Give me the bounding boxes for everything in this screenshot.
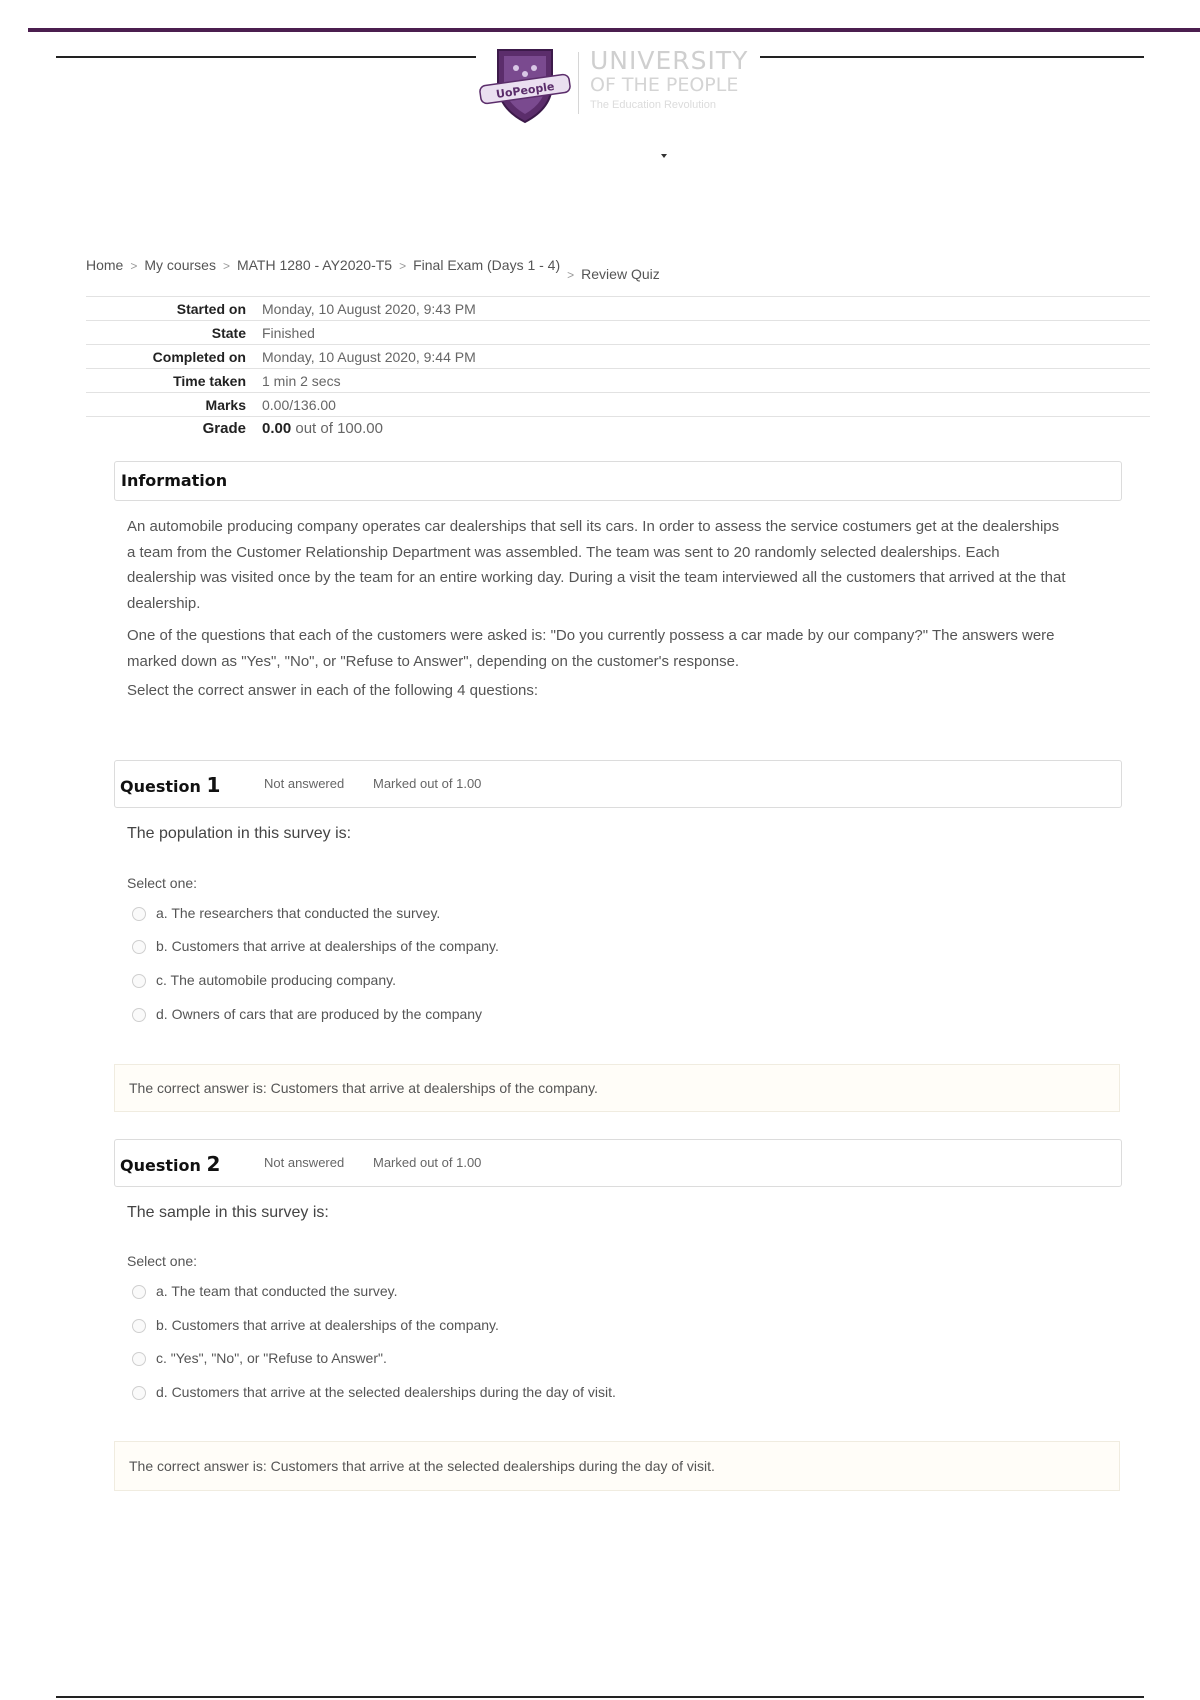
radio-button[interactable]: [132, 1008, 146, 1022]
caret-down-icon[interactable]: [661, 154, 667, 158]
radio-button[interactable]: [132, 1386, 146, 1400]
header-rule-right: [760, 56, 1144, 58]
option-label: c. "Yes", "No", or "Refuse to Answer".: [156, 1350, 387, 1366]
breadcrumb-quiz[interactable]: Final Exam (Days 1 - 4): [413, 257, 561, 273]
top-accent-bar: [28, 28, 1200, 32]
summary-row-grade: [86, 417, 1150, 441]
quiz-summary-table: [86, 296, 1150, 440]
svg-text:UoPeople: UoPeople: [495, 79, 556, 102]
radio-button[interactable]: [132, 974, 146, 988]
option-label: d. Customers that arrive at the selected dealerships during the day of visit.: [156, 1384, 616, 1400]
breadcrumb-current: Review Quiz: [581, 266, 660, 282]
question-2-feedback: [114, 1441, 1120, 1491]
radio-button[interactable]: [132, 907, 146, 921]
question-1-option-a[interactable]: [132, 905, 440, 921]
question-2-option-c[interactable]: [132, 1350, 387, 1366]
question-1-select-one: Select one:: [127, 875, 198, 891]
breadcrumb-course[interactable]: MATH 1280 - AY2020-T5: [236, 257, 393, 273]
option-label: a. The researchers that conducted the survey.: [156, 905, 441, 921]
summary-value: 0.00/136.00: [254, 393, 1150, 417]
summary-label: Started on: [86, 297, 254, 321]
summary-row-completed: [86, 345, 1150, 369]
grade-out-of: out of 100.00: [295, 420, 383, 437]
grade-value: 0.00: [262, 420, 292, 437]
information-title: Information: [121, 471, 228, 490]
option-label: c. The automobile producing company.: [156, 972, 396, 988]
chevron-right-icon: >: [567, 268, 575, 282]
radio-button[interactable]: [132, 940, 146, 954]
summary-value: Monday, 10 August 2020, 9:44 PM: [254, 345, 1150, 369]
question-2-option-a[interactable]: [132, 1283, 398, 1299]
question-1-title: [120, 773, 220, 797]
logo-divider: [578, 52, 579, 114]
question-2-prompt: The sample in this survey is:: [127, 1204, 329, 1221]
summary-row-started: [86, 297, 1150, 321]
summary-value: 1 min 2 secs: [254, 369, 1150, 393]
chevron-right-icon: >: [399, 259, 407, 273]
question-1-prompt: The population in this survey is:: [127, 825, 352, 842]
uopeople-shield-icon: [478, 44, 572, 124]
chevron-right-icon: >: [222, 259, 230, 273]
question-1-option-c[interactable]: [132, 972, 396, 988]
information-paragraph-1: An automobile producing company operates car dealerships that sell its cars. In order to assess the service costumers get at the dealerships a team from the Customer Relationship Department was assembled. The team was sent to 20 randomly selected dealerships. Each dealership was visited once by the team for an entire working day. During a visit the team interviewed all the customers that arrived at the that dealership.: [127, 518, 1066, 612]
summary-value: [254, 417, 1150, 441]
logo-wordmark: [590, 48, 748, 112]
radio-button[interactable]: [132, 1352, 146, 1366]
question-1-feedback: [114, 1064, 1120, 1112]
summary-row-marks: [86, 393, 1150, 417]
information-instruction: Select the correct answer in each of the following 4 questions:: [127, 682, 539, 699]
option-label: b. Customers that arrive at dealerships of the company.: [156, 938, 499, 954]
header-rule-left: [56, 56, 476, 58]
breadcrumb: [86, 257, 660, 282]
breadcrumb-home[interactable]: Home: [86, 257, 124, 273]
summary-label: State: [86, 321, 254, 345]
information-header: [114, 461, 1122, 501]
correct-answer-text: The correct answer is: Customers that arrive at the selected dealerships during the day of visit.: [129, 1458, 715, 1474]
question-1-option-d[interactable]: [132, 1006, 482, 1022]
summary-row-time-taken: [86, 369, 1150, 393]
university-logo[interactable]: [478, 44, 768, 126]
question-1-status: Not answered: [264, 776, 345, 791]
question-2-marked: Marked out of 1.00: [373, 1155, 482, 1170]
footer-rule: [56, 1696, 1144, 1698]
correct-answer-text: The correct answer is: Customers that arrive at dealerships of the company.: [129, 1080, 598, 1096]
summary-row-state: [86, 321, 1150, 345]
question-2-status: Not answered: [264, 1155, 345, 1170]
question-2-select-one: Select one:: [127, 1253, 198, 1269]
summary-value: Monday, 10 August 2020, 9:43 PM: [254, 297, 1150, 321]
logo-line-university: UNIVERSITY: [590, 46, 749, 75]
summary-label: Grade: [86, 417, 254, 441]
logo-line-of-the-people: OF THE PEOPLE: [590, 74, 739, 96]
question-2-option-d[interactable]: [132, 1384, 616, 1400]
option-label: d. Owners of cars that are produced by the company: [156, 1006, 483, 1022]
question-1-header: [114, 760, 1122, 808]
summary-label: Time taken: [86, 369, 254, 393]
option-label: a. The team that conducted the survey.: [156, 1283, 398, 1299]
question-label: Question: [120, 1156, 201, 1175]
radio-button[interactable]: [132, 1285, 146, 1299]
question-2-title: [120, 1152, 220, 1176]
question-2-option-b[interactable]: [132, 1317, 499, 1333]
information-paragraph-2: One of the questions that each of the customers were asked is: "Do you currently possess a car made by our company?" The answers were marked down as "Yes", "No", or "Refuse to Answer", depending on the customer's response.: [127, 627, 1055, 670]
radio-button[interactable]: [132, 1319, 146, 1333]
summary-value: Finished: [254, 321, 1150, 345]
question-number: 1: [206, 773, 221, 797]
summary-label: Completed on: [86, 345, 254, 369]
option-label: b. Customers that arrive at dealerships of the company.: [156, 1317, 499, 1333]
chevron-right-icon: >: [130, 259, 138, 273]
question-label: Question: [120, 777, 201, 796]
question-2-header: [114, 1139, 1122, 1187]
logo-tagline: The Education Revolution: [590, 99, 716, 111]
question-number: 2: [206, 1152, 221, 1176]
question-1-marked: Marked out of 1.00: [373, 776, 482, 791]
summary-label: Marks: [86, 393, 254, 417]
question-1-option-b[interactable]: [132, 938, 499, 954]
breadcrumb-my-courses[interactable]: My courses: [144, 257, 216, 273]
